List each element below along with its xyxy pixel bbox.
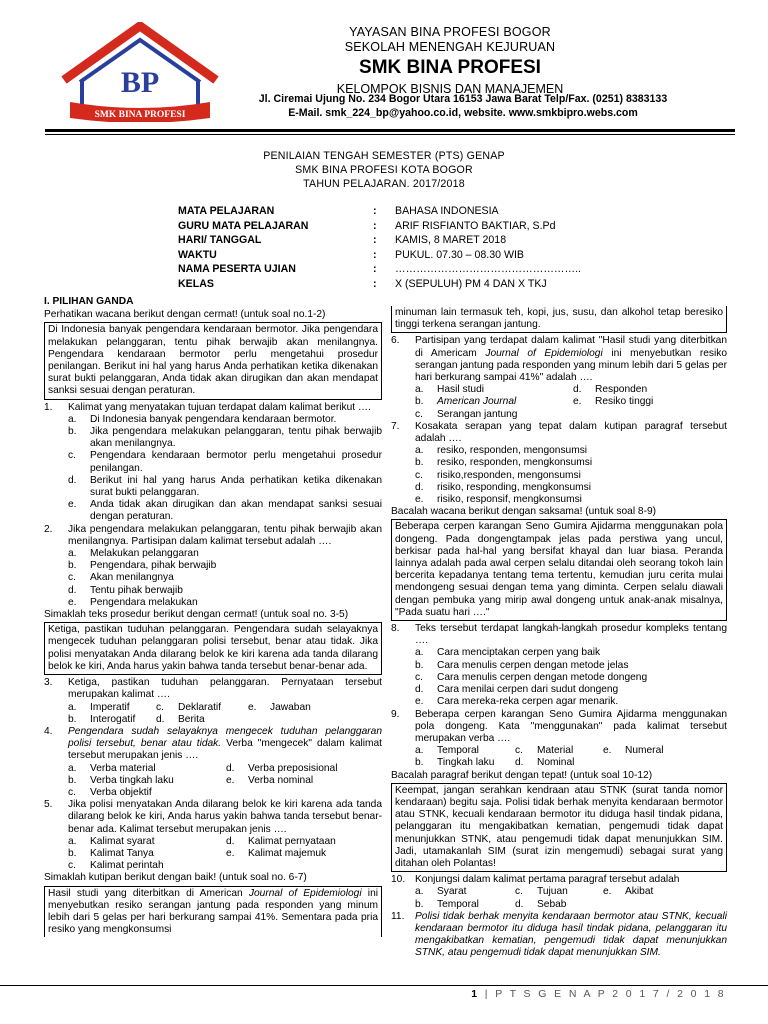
answer-option[interactable] [44,475,382,499]
question-text: Konjungsi dalam kalimat pertama paragraf tersebut adalah [415,874,680,886]
answer-option[interactable] [68,714,156,726]
option-text: Pengendara, pihak berwajib [90,560,217,572]
answer-option[interactable] [515,757,574,769]
question-number: 7. [391,420,400,432]
option-text: Anda tidak akan dirugikan dan akan mendapat sanksi sesuai dengan peraturan. [90,499,382,523]
answer-option[interactable] [44,548,382,560]
option-text: Verba nominal [248,774,314,786]
answer-option[interactable] [68,848,226,860]
info-key: GURU MATA PELAJARAN [178,219,309,232]
option-text: Pengendara kendaraan bermotor perlu mengetahui prosedur penilangan. [90,450,382,474]
answer-option[interactable] [226,775,313,787]
option-letter: d. [573,384,582,396]
header-rule-thick [45,129,735,132]
question-number: 8. [391,623,400,635]
question-number: 2. [44,523,53,535]
answer-option[interactable] [415,745,515,757]
answer-option[interactable] [226,848,326,860]
option-row [44,714,382,726]
option-row [44,702,382,714]
option-letter: a. [68,701,77,713]
option-row [44,848,382,860]
option-row [44,775,382,787]
answer-option[interactable] [44,597,382,609]
exam-title-line3: TAHUN PELAJARAN. 2017/2018 [303,177,465,190]
question-number: 4. [44,725,53,737]
question-text: Kalimat yang menyatakan tujuan terdapat dalam kalimat berikut …. [68,401,371,413]
answer-option[interactable] [415,409,517,421]
question-text: Jika pengendara melakukan pelanggaran, tentu pihak berwajib akan menilangnya. Partisipan dalam kalimat tersebut adalah …. [68,523,382,547]
option-text: Kalimat Tanya [90,847,154,859]
option-text: Resiko tinggi [595,396,654,408]
info-row [178,277,581,292]
answer-option[interactable] [68,787,152,799]
option-letter: d. [156,713,165,725]
option-letter: c. [156,701,164,713]
option-text: Nominal [537,757,575,769]
answer-option[interactable] [248,702,311,714]
school-contact: E-Mail. smk_224_bp@yahoo.co.id, website. www.smkbipro.webs.com [288,106,638,119]
question-number: 6. [391,335,400,347]
option-row [44,763,382,775]
answer-option[interactable] [515,745,603,757]
exam-title [0,150,768,191]
question-text [68,726,382,763]
info-value: PUKUL. 07.30 – 08.30 WIB [395,248,524,261]
info-sep: : [373,219,377,232]
question-8 [391,623,727,647]
instruction: Simaklah teks prosedur berikut dengan cermat! (untuk soal no. 3-5) [44,609,349,621]
info-value: BAHASA INDONESIA [395,205,499,217]
option-text: Hasil studi [437,384,484,396]
exam-info-table [178,204,581,292]
option-letter: a. [68,762,77,774]
option-text: Imperatif [90,701,130,713]
reading-passage: Ketiga, pastikan tuduhan pelanggaran. Pengendara sudah selayaknya mengecek tuduhan pelanggaran polisi tersebut, benar atau tidak. Jika polisi menyatakan Anda dilarang belok ke kiri karena ada tanda dilarang belok ke kiri, Anda harus yakin bahwa tanda tersebut benar-benar ada. [44,622,382,675]
option-text: Cara menulis cerpen dengan metode jelas [437,659,629,671]
answer-option[interactable] [226,763,337,775]
answer-option[interactable] [415,384,573,396]
question-6 [391,335,727,384]
question-text-part: ini menyebutkan resiko serangan jantung pada responden yang minum lebih dari 5 gelas per hari berkurang sampai 41%" adalah …. [415,347,727,384]
answer-option[interactable] [44,450,382,474]
option-text: Verba tingkah laku [90,774,174,786]
option-letter: b. [415,457,424,469]
answer-option[interactable] [156,714,205,726]
question-number: 11. [391,910,405,922]
option-text: risiko, responding, mengkonsumsi [437,481,592,493]
question-text: Jika polisi menyatakan Anda dilarang belok ke kiri karena ada tanda dilarang belok ke kiri, Anda harus yakin bahwa tanda tersebut benar-benar ada. Kalimat tersebut merupakan jenis …. [68,799,382,835]
question-italic: Journal of Epidemiologi [485,347,603,359]
question-9 [391,709,727,746]
question-text: Teks tersebut terdapat langkah-langkah prosedur kompleks tentang …. [415,623,727,647]
reading-passage: Keempat, jangan serahkan kendraan atau STNK (surat tanda nomor kendaraan) begitu saja. Polisi tidak berhak menyita kendaraan bermotor atau STNK, kecuali kendaraan bermotor itu diduga hasil tindak pidana, pelanggaran itu mengakibatkan kematian, pengemudi tidak dapat menunjukkan STNK, atau pengemudi tidak dapat menunjukkan SIM. Jadi, utamakanlah SIM (surat izin mengemudi) sebagai surat yang ditahan oleh Polantas! [391,783,727,872]
option-letter: b. [68,560,77,572]
option-letter: c. [515,745,523,757]
answer-option[interactable] [603,745,664,757]
option-text: Di Indonesia banyak pengendara kendaraan bermotor. [90,413,337,425]
option-letter: e. [603,886,612,898]
option-letter: c. [68,450,76,462]
option-text: Verba preposisional [248,762,338,774]
option-letter: d. [226,762,235,774]
option-letter: a. [68,835,77,847]
answer-option[interactable] [603,886,653,898]
option-letter: d. [415,684,424,696]
question-4 [44,726,382,763]
option-row [391,886,727,898]
option-letter: a. [415,445,424,457]
info-key: WAKTU [178,248,217,261]
answer-option[interactable] [156,702,248,714]
answer-option[interactable] [44,426,382,450]
option-text: Tujuan [537,886,568,898]
option-letter: e. [226,774,235,786]
option-text: Syarat [437,886,467,898]
option-text: resiko, responden, mengkonsumsi [437,457,593,469]
answer-option[interactable] [391,470,727,482]
option-letter: e. [415,696,424,708]
option-letter: e. [415,494,424,506]
info-row [178,233,581,248]
info-sep: : [373,205,377,217]
option-letter: e. [68,596,77,608]
answer-option[interactable] [391,684,727,696]
page-number [471,988,726,1000]
question-1 [44,402,382,414]
foundation-name: YAYASAN BINA PROFESI BOGOR [349,25,551,39]
option-letter: e. [248,701,257,713]
answer-option[interactable] [44,560,382,572]
option-text: Tingkah laku [437,757,495,769]
school-group: KELOMPOK BISNIS DAN MANAJEMEN [336,81,564,96]
section-title: I. PILIHAN GANDA [44,296,134,307]
logo-letters: BP [120,66,160,99]
option-letter: b. [415,757,424,769]
option-row [44,787,382,799]
reading-passage: Beberapa cerpen karangan Seno Gumira Ajidarma menggunakan pola dongeng. Pada dongengtampak jelas pada perstiwa yang uncul, berkisar pada hal-hal yang bersifat khayal dan luar biasa. Peranda lainnya adalah pada awal cerpen selalu ditandai oleh seorang tokoh lain bercerita kepadanya tentang tema tertentu, kemudian juru cerita mulai mendongeng sesuai dengan tema yang diminta. Cerpen selalu diawali dengan pembuka yang mirip awal dongeng untuk anak-anak misalnya, "Pada suatu hari …." [391,519,727,621]
school-name: SMK BINA PROFESI [359,56,541,78]
answer-option[interactable] [515,886,603,898]
info-row [178,204,581,219]
option-letter: d. [68,584,77,596]
info-value: ARIF RISFIANTO BAKTIAR, S.Pd [395,219,556,232]
answer-option[interactable] [391,457,727,469]
option-letter: c. [415,671,423,683]
option-letter: d. [415,481,424,493]
option-text: Kalimat perintah [90,860,164,872]
answer-option[interactable] [415,899,515,911]
info-sep: : [373,263,377,276]
option-letter: a. [68,413,77,425]
option-text: Material [537,745,574,757]
option-row [391,899,727,911]
option-letter: b. [68,847,77,859]
option-text: Numeral [625,745,664,757]
option-text: Jawaban [270,701,311,713]
option-letter: a. [415,384,424,396]
school-logo [60,22,220,122]
option-letter: c. [415,408,423,420]
question-prompt: Verba "mengecek" dalam kalimat tersebut merupakan jenis …. [68,738,382,762]
option-row [391,409,727,421]
passage-text: ini menyebutkan resiko serangan jantung pada responden yang minum lebih dari 5 gelas per hari berkurang sampai 41%. Sementara pada pria resiko yang mengkonsumsi [48,887,378,936]
instruction: Simaklah kutipan berikut dengan baik! (untuk soal no. 6-7) [44,872,307,884]
answer-option[interactable] [415,396,573,408]
instruction: Perhatikan wacana berikut dengan cermat! (untuk soal no.1-2) [44,309,326,321]
option-letter: e. [226,847,235,859]
option-text: resiko, responden, mengonsumsi [437,445,588,457]
question-number: 3. [44,677,53,689]
option-text: Sebab [537,898,567,910]
option-row [391,384,727,396]
option-text: Temporal [437,745,479,757]
answer-option[interactable] [391,445,727,457]
option-letter: a. [415,886,424,898]
option-text: Kalimat syarat [90,835,155,847]
answer-option[interactable] [391,672,727,684]
option-letter: e. [573,396,582,408]
option-text: Verba material [90,762,156,774]
option-text: Berikut ini hal yang harus Anda perhatikan ketika dikenakan surat bukti pelanggaran. [90,474,382,499]
question-number: 5. [44,799,53,811]
option-letter: c. [415,469,423,481]
answer-option[interactable] [515,899,566,911]
page-footer-label: | P T S G E N A P 2 0 1 7 / 2 0 1 8 [484,988,726,1000]
question-2 [44,524,382,548]
letterhead [230,25,670,96]
option-text: Cara menciptakan cerpen yang baik [437,647,601,659]
answer-option[interactable] [415,757,515,769]
option-text: Serangan jantung [437,408,518,420]
option-text: Akan menilangnya [90,572,174,584]
answer-option[interactable] [68,775,226,787]
answer-option[interactable] [415,886,515,898]
option-letter: b. [68,713,77,725]
answer-option[interactable] [44,585,382,597]
reading-passage [44,886,382,938]
question-7 [391,421,727,445]
question-quote: Pengendara sudah selayaknya mengecek tuduhan pelanggaran polisi tersebut, benar atau tidak. [68,725,382,750]
option-letter: a. [415,647,424,659]
option-text: Cara mereka-reka cerpen agar menarik. [437,696,619,708]
info-row [178,262,581,277]
option-letter: e. [603,745,612,757]
option-letter: c. [68,860,76,872]
question-text: Polisi tidak berhak menyita kendaraan bermotor atau STNK, kecuali kendaraan bermotor itu diduga hasil tindak pidana, pelanggaran itu mengakibatkan kematian, pengemudi tidak dapat menunjukkan STNK, atau pengemudi tidak dapat menunjukkan SIM. [415,910,727,959]
option-text: Tentu pihak berwajib [90,584,183,596]
option-text: Akibat [625,886,654,898]
option-letter: d. [515,757,524,769]
answer-option[interactable] [391,482,727,494]
option-row [44,836,382,848]
answer-option[interactable] [391,696,727,708]
question-text: Kosakata serapan yang tepat dalam kutipan paragraf tersebut adalah …. [415,420,727,445]
info-key: KELAS [178,277,214,290]
question-number: 9. [391,708,400,720]
question-text [415,335,727,384]
option-letter: c. [68,786,76,798]
option-letter: b. [415,898,424,910]
info-row [178,248,581,263]
school-type: SEKOLAH MENENGAH KEJURUAN [344,40,556,55]
option-letter: a. [68,548,77,560]
answer-option[interactable] [44,572,382,584]
option-letter: c. [68,572,76,584]
option-letter: b. [415,659,424,671]
answer-option[interactable] [68,763,226,775]
option-letter: b. [68,426,77,438]
option-text: Kalimat pernyataan [248,835,336,847]
info-key: MATA PELAJARAN [178,205,275,217]
info-row [178,219,581,234]
option-letter: b. [415,396,424,408]
question-3 [44,677,382,701]
option-text: Verba objektif [90,786,152,798]
option-text: Berita [178,713,205,725]
reading-passage: Di Indonesia banyak pengendara kendaraan bermotor. Jika pengendara melakukan pelanggaran, tentu pihak berwajib akan menilangnya. Pengendara kendaraan bermotor perlu mengetahui prosedur penilangan. Berikut ini hal yang harus Anda perhatikan ketika dikenakan surat bukti pelanggaran, Anda tidak akan dirugikan dan akan mendapat sanksi sesuai dengan peraturan. [44,322,382,399]
answer-option[interactable] [44,499,382,523]
option-text: Cara menulis cerpen dengan metode dongeng [437,671,648,683]
passage-italic: Journal of Epidemiologi [248,887,362,899]
info-value: KAMIS, 8 MARET 2018 [395,234,507,247]
answer-option[interactable] [391,647,727,659]
answer-option[interactable] [391,494,727,506]
right-column [391,306,727,960]
info-key: NAMA PESERTA UJIAN [178,263,296,276]
answer-option[interactable] [68,860,164,872]
option-text: Kalimat majemuk [248,847,327,859]
option-row [44,860,382,872]
question-text: Ketiga, pastikan tuduhan pelanggaran. Pernyataan tersebut merupakan kalimat …. [68,677,382,701]
logo-text: SMK BINA PROFESI [94,110,186,120]
exam-title-line2: SMK BINA PROFESI KOTA BOGOR [295,163,473,176]
reading-passage-continued: minuman lain termasuk teh, kopi, jus, susu, dan alkohol tetap beresiko tinggi terkena serangan jantung. [391,306,727,333]
option-row [391,757,727,769]
footer-rule [0,985,768,986]
header-rule-thin [45,134,735,135]
option-text: Interogatif [90,713,136,725]
school-address: Jl. Ciremai Ujung No. 234 Bogor Utara 16153 Jawa Barat Telp/Fax. (0251) 8383133 [258,93,668,105]
participant-name-field[interactable]: …………………………………………….. [395,263,581,276]
instruction: Bacalah wacana berikut dengan saksama! (untuk soal 8-9) [391,506,657,518]
left-column [44,296,382,939]
info-sep: : [373,234,377,247]
exam-title-line1: PENILAIAN TENGAH SEMESTER (PTS) GENAP [263,150,505,162]
option-letter: d. [68,474,77,486]
option-letter: d. [226,835,235,847]
answer-option[interactable] [573,396,653,408]
info-sep: : [373,277,377,290]
question-number: 1. [44,401,53,413]
question-11 [391,911,727,960]
school-address-block [228,93,698,121]
option-text: Deklaratif [178,701,222,713]
option-text: risiko, responsif, mengkonsumsi [437,494,582,506]
option-letter: a. [415,745,424,757]
passage-text: Hasil studi yang diterbitkan di American [48,887,249,899]
answer-option[interactable] [44,414,382,426]
option-text: Melakukan pelanggaran [90,548,199,560]
option-letter: d. [515,898,524,910]
option-row [391,396,727,408]
option-letter: e. [68,499,77,511]
option-letter: b. [68,774,77,786]
answer-option[interactable] [391,660,727,672]
option-text: Temporal [437,898,479,910]
option-text: American Journal [437,396,517,408]
option-text: Jika pengendara melakukan pelanggaran, tentu pihak berwajib akan menilangnya. [90,426,382,450]
question-text: Beberapa cerpen karangan Seno Gumira Ajidarma menggunakan pola dongeng. Kata "menggunakan" pada kalimat tersebut merupakan verba …. [415,708,727,744]
answer-option[interactable] [68,702,156,714]
option-text: Pengendara melakukan [90,596,198,608]
option-text: Responden [595,384,648,396]
answer-option[interactable] [573,384,647,396]
info-key: HARI/ TANGGAL [178,234,262,247]
info-sep: : [373,248,377,261]
option-row [391,745,727,757]
question-10 [391,874,727,886]
answer-option[interactable] [68,836,226,848]
option-letter: c. [515,886,523,898]
question-number: 10. [391,874,406,886]
info-value: X (SEPULUH) PM 4 DAN X TKJ [395,277,547,290]
instruction: Bacalah paragraf berikut dengan tepat! (untuk soal 10-12) [391,769,653,781]
option-text: Cara menilai cerpen dari sudut dongeng [437,684,619,696]
page-number-value: 1 [471,988,480,1000]
answer-option[interactable] [226,836,336,848]
question-5 [44,799,382,836]
question-text-part: Partisipan yang terdapat dalam kalimat "Hasil studi yang diterbitkan di Americam [415,335,727,359]
option-text: risiko,responden, mengonsumsi [437,469,581,481]
